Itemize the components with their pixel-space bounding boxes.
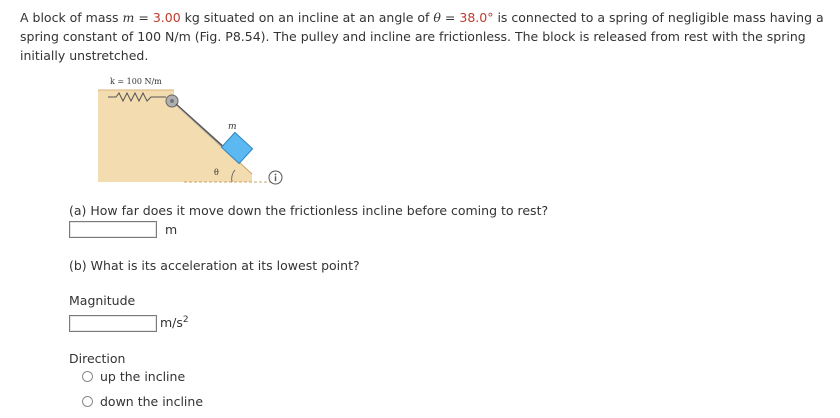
direction-option-down[interactable] [82,394,203,409]
answer-a-unit: m [165,222,178,237]
radio-button[interactable] [82,396,93,407]
problem-text: kg situated on an incline at an angle of [180,10,434,25]
problem-text: = [134,10,153,25]
option-label: down the incline [100,394,204,409]
angle-label: θ [214,168,219,177]
mass-variable: m [122,10,135,25]
question-a-text: (a) How far does it move down the frictionless incline before coming to rest? [69,203,549,218]
magnitude-unit-base: m/s [160,315,183,331]
magnitude-unit [160,315,189,330]
spring-constant-label: k = 100 N/m [110,77,162,86]
mass-value: 3.00 [152,10,181,25]
problem-statement [20,8,825,65]
direction-label: Direction [69,351,126,366]
radio-button[interactable] [82,371,93,382]
problem-text: A block of mass [20,10,123,25]
option-label: up the incline [100,369,186,384]
mass-label: m [228,122,237,132]
pulley-hub [170,99,174,103]
angle-variable: θ [433,10,441,25]
problem-text: = [440,10,460,25]
incline-figure [94,70,294,190]
info-icon[interactable] [268,170,283,185]
problem-text: is connected to a spring of negligible mass having a spring constant of 100 N/m (Fig. P8.54). The pulley and incline are frictionless. The block is released from rest with the spring initially unstretched. [20,10,824,63]
magnitude-unit-exponent: 2 [182,315,189,325]
direction-option-up[interactable] [82,369,185,384]
angle-value: 38.0° [459,10,494,25]
answer-a-input[interactable] [69,221,157,238]
magnitude-label: Magnitude [69,293,136,308]
magnitude-input[interactable] [69,315,157,332]
question-b-text: (b) What is its acceleration at its lowest point? [69,258,360,273]
